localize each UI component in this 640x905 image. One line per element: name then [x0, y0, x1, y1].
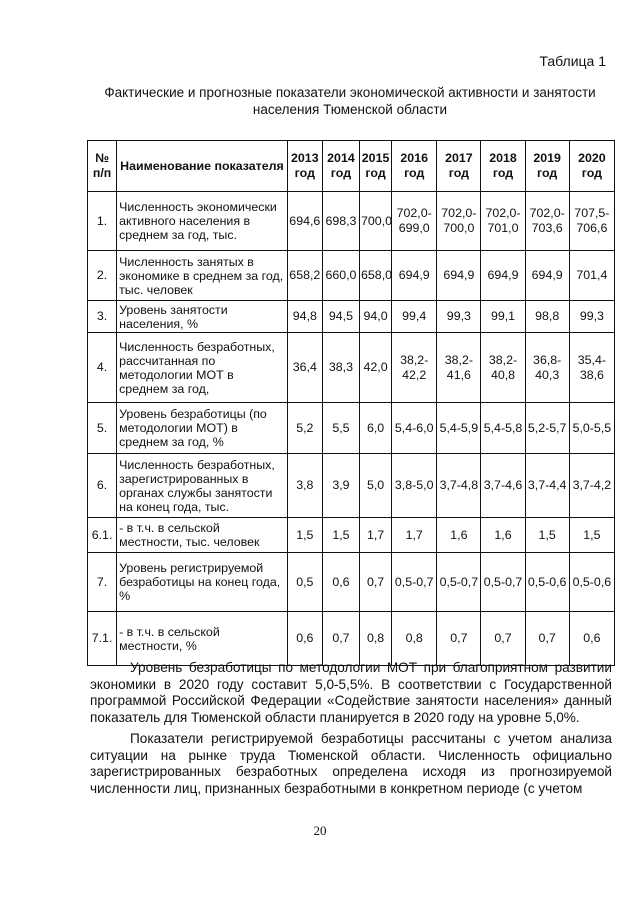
header-year: 2017 год — [437, 141, 481, 192]
indicator-value: 694,9 — [525, 251, 569, 301]
indicator-value: 1,5 — [322, 518, 359, 553]
table-row — [88, 454, 615, 518]
indicator-value: 0,7 — [360, 553, 392, 612]
table-row — [88, 553, 615, 612]
indicator-value: 0,5-0,7 — [392, 553, 437, 612]
table-row — [88, 612, 615, 666]
indicator-value: 99,3 — [437, 301, 481, 333]
table-row — [88, 518, 615, 553]
table-label: Таблица 1 — [539, 53, 606, 69]
header-year: 2020 год — [569, 141, 614, 192]
indicator-value: 0,7 — [481, 612, 525, 666]
indicator-value: 5,4-6,0 — [392, 403, 437, 454]
indicator-value: 99,3 — [569, 301, 614, 333]
indicator-value: 701,4 — [569, 251, 614, 301]
indicator-value: 702,0-699,0 — [392, 192, 437, 251]
indicator-value: 94,8 — [287, 301, 322, 333]
header-year: 2014 год — [322, 141, 359, 192]
indicator-value: 3,9 — [322, 454, 359, 518]
table-row — [88, 333, 615, 403]
row-number: 1. — [88, 192, 117, 251]
indicator-value: 0,8 — [360, 612, 392, 666]
indicator-value: 694,6 — [287, 192, 322, 251]
header-year: 2018 год — [481, 141, 525, 192]
row-number: 7. — [88, 553, 117, 612]
indicator-value: 35,4-38,6 — [569, 333, 614, 403]
indicator-value: 658,2 — [287, 251, 322, 301]
indicator-value: 38,2-40,8 — [481, 333, 525, 403]
row-number: 4. — [88, 333, 117, 403]
indicators-table — [87, 140, 615, 666]
indicator-name: Численность экономически активного населения в среднем за год, тыс. — [117, 192, 288, 251]
indicator-value: 0,5-0,6 — [569, 553, 614, 612]
indicator-value: 3,8 — [287, 454, 322, 518]
indicator-value: 1,6 — [437, 518, 481, 553]
indicator-value: 698,3 — [322, 192, 359, 251]
indicator-value: 3,8-5,0 — [392, 454, 437, 518]
row-number: 6. — [88, 454, 117, 518]
indicator-value: 3,7-4,2 — [569, 454, 614, 518]
indicator-name: Уровень безработицы (по методологии МОТ) в среднем за год, % — [117, 403, 288, 454]
indicator-value: 94,0 — [360, 301, 392, 333]
table-row — [88, 403, 615, 454]
indicator-name: Уровень занятости населения, % — [117, 301, 288, 333]
indicator-value: 36,8-40,3 — [525, 333, 569, 403]
indicator-value: 42,0 — [360, 333, 392, 403]
paragraph: Уровень безработицы по методологии МОТ при благоприятном развитии экономики в 2020 году составит 5,0-5,5%. В соответствии с Государственной программой Российской Федерации «Содействие занятости населения» данный показатель для Тюменской области планируется в 2020 году на уровне 5,0%. — [90, 660, 612, 725]
table-row — [88, 192, 615, 251]
indicator-value: 700,0 — [360, 192, 392, 251]
indicator-value: 5,2-5,7 — [525, 403, 569, 454]
row-number: 7.1. — [88, 612, 117, 666]
indicator-value: 1,5 — [569, 518, 614, 553]
header-year: 2016 год — [392, 141, 437, 192]
indicator-value: 702,0-703,6 — [525, 192, 569, 251]
indicator-value: 702,0-701,0 — [481, 192, 525, 251]
header-name: Наименование показателя — [117, 141, 288, 192]
indicator-value: 99,1 — [481, 301, 525, 333]
indicator-name: Численность занятых в экономике в среднем за год, тыс. человек — [117, 251, 288, 301]
header-num: № п/п — [88, 141, 117, 192]
header-year: 2019 год — [525, 141, 569, 192]
header-year: 2013 год — [287, 141, 322, 192]
indicator-value: 98,8 — [525, 301, 569, 333]
indicator-value: 658,0 — [360, 251, 392, 301]
table-row — [88, 251, 615, 301]
indicator-value: 38,2-42,2 — [392, 333, 437, 403]
indicator-value: 0,5-0,7 — [437, 553, 481, 612]
body-text — [90, 660, 612, 802]
indicator-value: 0,5-0,7 — [481, 553, 525, 612]
indicator-value: 1,7 — [360, 518, 392, 553]
indicator-value: 5,4-5,9 — [437, 403, 481, 454]
indicator-value: 94,5 — [322, 301, 359, 333]
indicator-value: 3,7-4,4 — [525, 454, 569, 518]
indicator-value: 5,5 — [322, 403, 359, 454]
row-number: 3. — [88, 301, 117, 333]
indicator-value: 0,6 — [569, 612, 614, 666]
header-year: 2015 год — [360, 141, 392, 192]
indicator-value: 38,3 — [322, 333, 359, 403]
table-row — [88, 301, 615, 333]
indicator-name: - в т.ч. в сельской местности, % — [117, 612, 288, 666]
indicator-value: 0,6 — [322, 553, 359, 612]
row-number: 2. — [88, 251, 117, 301]
indicator-value: 36,4 — [287, 333, 322, 403]
indicator-value: 0,7 — [437, 612, 481, 666]
indicator-value: 702,0-700,0 — [437, 192, 481, 251]
indicator-value: 5,4-5,8 — [481, 403, 525, 454]
page-number: 20 — [313, 823, 327, 838]
row-number: 6.1. — [88, 518, 117, 553]
indicator-value: 6,0 — [360, 403, 392, 454]
indicator-value: 0,6 — [287, 612, 322, 666]
indicator-value: 0,8 — [392, 612, 437, 666]
indicator-value: 3,7-4,8 — [437, 454, 481, 518]
indicator-name: Численность безработных, зарегистрированных в органах службы занятости на конец года, тыс. — [117, 454, 288, 518]
indicator-value: 0,7 — [322, 612, 359, 666]
indicator-value: 1,6 — [481, 518, 525, 553]
indicator-value: 5,2 — [287, 403, 322, 454]
indicator-value: 1,5 — [287, 518, 322, 553]
indicator-value: 694,9 — [392, 251, 437, 301]
indicator-value: 5,0 — [360, 454, 392, 518]
indicator-value: 0,5-0,6 — [525, 553, 569, 612]
indicator-value: 38,2-41,6 — [437, 333, 481, 403]
indicator-value: 5,0-5,5 — [569, 403, 614, 454]
indicator-name: Численность безработных, рассчитанная по методологии МОТ в среднем за год, — [117, 333, 288, 403]
indicator-value: 3,7-4,6 — [481, 454, 525, 518]
table-title: Фактические и прогнозные показатели экономической активности и занятости населения Тюменской области — [104, 85, 596, 117]
indicator-value: 99,4 — [392, 301, 437, 333]
indicator-value: 1,7 — [392, 518, 437, 553]
indicator-value: 707,5-706,6 — [569, 192, 614, 251]
indicator-value: 1,5 — [525, 518, 569, 553]
paragraph: Показатели регистрируемой безработицы рассчитаны с учетом анализа ситуации на рынке труда Тюменской области. Численность официально зарегистрированных безработных определена исходя из прогнозируемой численности лиц, признанных безработными в конкретном периоде (с учетом — [90, 731, 612, 796]
table-header-row — [88, 141, 615, 192]
indicator-value: 660,0 — [322, 251, 359, 301]
indicator-name: Уровень регистрируемой безработицы на конец года, % — [117, 553, 288, 612]
indicator-value: 694,9 — [481, 251, 525, 301]
indicator-value: 694,9 — [437, 251, 481, 301]
row-number: 5. — [88, 403, 117, 454]
indicator-name: - в т.ч. в сельской местности, тыс. человек — [117, 518, 288, 553]
indicator-value: 0,5 — [287, 553, 322, 612]
indicator-value: 0,7 — [525, 612, 569, 666]
